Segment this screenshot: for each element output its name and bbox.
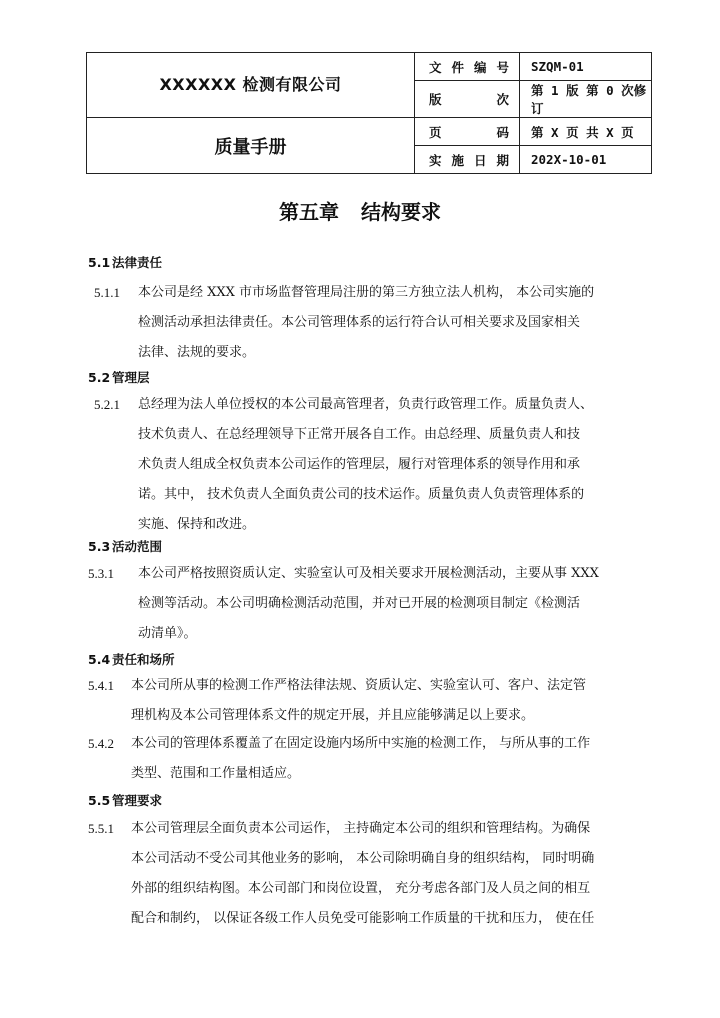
paragraph-line: 法律、法规的要求。 [138,345,256,360]
section-heading [88,650,175,668]
paragraph-line: 检测活动承担法律责任。本公司管理体系的运行符合认可相关要求及国家相关 [138,315,581,330]
section-number: 5.5 [88,793,111,808]
manual-title-cell [87,118,415,174]
paragraph-5-3-1 [88,559,599,649]
paragraph-line: 本公司活动不受公司其他业务的影响， 本公司除明确自身的组织结构， 同时明确 [131,851,595,866]
section-number: 5.4 [88,652,111,667]
section-heading [88,253,162,271]
paragraph-line: 诺。其中， 技术负责人全面负责公司的技术运作。质量负责人负责管理体系的 [138,487,585,502]
effective-date-value: 202X-10-01 [520,146,652,174]
paragraph-number: 5.3.1 [88,566,114,581]
section-title: 法律责任 [112,255,163,270]
section-heading [88,537,162,555]
page-value: 第 X 页 共 X 页 [520,118,652,146]
paragraph-line: 总经理为法人单位授权的本公司最高管理者，负责行政管理工作。质量负责人、 [138,397,594,412]
section-number: 5.3 [88,539,111,554]
paragraph-number: 5.4.1 [88,678,114,693]
edition-value: 第 1 版 第 0 次修订 [520,81,652,118]
paragraph-number: 5.1.1 [94,285,120,300]
paragraph-line: 本公司的管理体系覆盖了在固定设施内场所中实施的检测工作， 与所从事的工作 [131,736,591,751]
section-title: 活动范围 [112,539,163,554]
section-title: 管理层 [112,370,150,385]
paragraph-line: 动清单》。 [138,626,197,641]
company-name-cell [87,53,415,118]
paragraph-line: 技术负责人、在总经理领导下正常开展各自工作。由总经理、质量负责人和技 [138,427,581,442]
company-name: XXXXXX 检测有限公司 [159,74,342,94]
paragraph-5-2-1 [94,390,594,540]
paragraph-5-4-2 [88,729,591,789]
edition-label: 版次 [415,81,520,118]
page-label: 页码 [415,118,520,146]
chapter-heading [0,196,720,225]
section-number: 5.2 [88,370,111,385]
paragraph-line: 外部的组织结构图。本公司部门和岗位设置， 充分考虑各部门及人员之间的相互 [131,881,591,896]
paragraph-line: 术负责人组成全权负责本公司运作的管理层，履行对管理体系的领导作用和承 [138,457,581,472]
paragraph-5-1-1 [94,278,595,368]
paragraph-line: 检测等活动。本公司明确检测活动范围，并对已开展的检测项目制定《检测活 [138,596,581,611]
paragraph-5-4-1 [88,671,587,731]
chapter-title: 结构要求 [361,200,441,224]
section-heading [88,368,150,386]
chapter-number: 第五章 [279,200,339,224]
paragraph-number: 5.2.1 [94,397,120,412]
section-heading [88,791,162,809]
section-title: 管理要求 [112,793,163,808]
paragraph-number: 5.5.1 [88,821,114,836]
file-number-value: SZQM-01 [520,53,652,81]
paragraph-5-5-1 [88,814,595,934]
paragraph-line: 实施、保持和改进。 [138,517,256,532]
file-number-label: 文件编号 [415,53,520,81]
paragraph-line: 本公司是经 XXX 市市场监督管理局注册的第三方独立法人机构， 本公司实施的 [138,285,595,300]
section-number: 5.1 [88,255,111,270]
paragraph-number: 5.4.2 [88,736,114,751]
paragraph-line: 本公司严格按照资质认定、实验室认可及相关要求开展检测活动，主要从事 XXX [138,566,599,581]
paragraph-line: 类型、范围和工作量相适应。 [131,766,301,781]
manual-title: 质量手册 [214,136,287,158]
document-header-table [86,52,652,174]
paragraph-line: 理机构及本公司管理体系文件的规定开展，并且应能够满足以上要求。 [131,708,535,723]
paragraph-line: 本公司所从事的检测工作严格法律法规、资质认定、实验室认可、客户、法定管 [131,678,587,693]
paragraph-line: 本公司管理层全面负责本公司运作， 主持确定本公司的组织和管理结构。为确保 [131,821,591,836]
section-title: 责任和场所 [112,652,175,667]
paragraph-line: 配合和制约， 以保证各级工作人员免受可能影响工作质量的干扰和压力， 使在任 [131,911,595,926]
effective-date-label: 实施日期 [415,146,520,174]
